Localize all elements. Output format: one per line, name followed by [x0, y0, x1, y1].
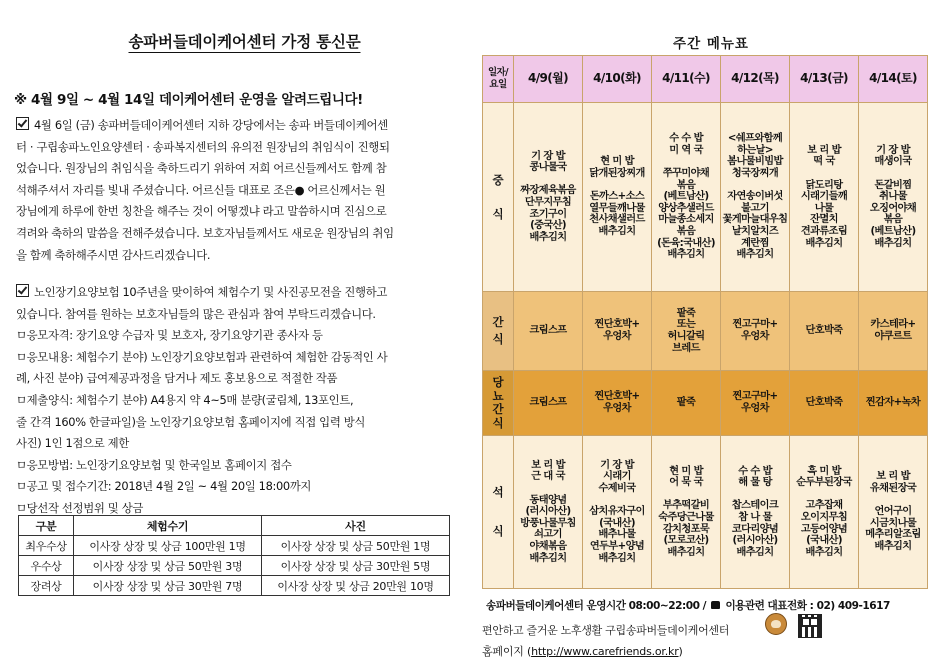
- menu-day-header: 4/13(금): [790, 56, 859, 103]
- paragraph-line: 터 · 구립송파노인요양센터 · 송파복지센터의 유의전 원장님의 취임식이 진행되: [16, 139, 390, 154]
- homepage-link[interactable]: http://www.carefriends.or.kr: [531, 645, 679, 658]
- paragraph-line: 례, 사진 분야) 급여제공과정을 담거나 제도 홍보용으로 적절한 작품: [16, 371, 338, 386]
- page-title: 송파버들데이케어센터 가정 통신문: [128, 33, 361, 51]
- menu-day-header: 4/10(화): [583, 56, 652, 103]
- table-header: 구분: [19, 516, 74, 536]
- menu-row-label: 간 식: [483, 292, 514, 371]
- menu-cell: 찐감자+녹차: [859, 371, 928, 436]
- table-cell: 장려상: [19, 576, 74, 596]
- menu-cell: 카스테라+ 야쿠르트: [859, 292, 928, 371]
- table-cell: 우수상: [19, 556, 74, 576]
- menu-cell: 크림스프: [514, 292, 583, 371]
- menu-row-label: 중 식: [483, 103, 514, 292]
- menu-cell: 현 미 밥 닭개된장찌개 돈까스+소스 열무들깨나물 천사채샐러드 배추김치: [583, 103, 652, 292]
- menu-day-header: 4/9(월): [514, 56, 583, 103]
- menu-day-header: 4/12(목): [721, 56, 790, 103]
- award-table: [18, 515, 450, 596]
- menu-corner-header: 일자/ 요일: [483, 56, 514, 103]
- paragraph-line: ㅁ당선작 선정범위 및 상금: [16, 500, 143, 515]
- menu-cell: 기 장 밥 매생이국 돈갈비찜 취나물 오징어야채 볶음 (베트남산) 배추김치: [859, 103, 928, 292]
- checkbox-icon: [16, 117, 29, 130]
- table-row: [19, 576, 450, 596]
- menu-row-label: 당 뇨 간 식: [483, 371, 514, 436]
- menu-cell: 보 리 밥 근 대 국 동태양념 (러시아산) 방풍나물무침 쇠고기 야채볶음 배추김치: [514, 436, 583, 589]
- menu-cell: 찐단호박+ 우엉차: [583, 371, 652, 436]
- paragraph-line: ㅁ공고 및 접수기간: 2018년 4월 2일 ~ 4월 20일 18:00까지: [16, 479, 312, 494]
- menu-cell: 단호박죽: [790, 371, 859, 436]
- contest-paragraph: [16, 282, 453, 520]
- paragraph-line: 격려와 축하의 말씀을 전해주셨습니다. 보호자님들께서도 새로운 원장님의 취임: [16, 225, 394, 240]
- table-cell: 이사장 상장 및 상금 30만원 7명: [74, 576, 262, 596]
- menu-cell: 수 수 밥 미 역 국 쭈꾸미야채 볶음 (베트남산) 양상추샐러드 마늘종소세지 볶음 (돈육:국내산) 배추김치: [652, 103, 721, 292]
- paragraph-line: ㅁ응모자격: 장기요양 수급자 및 보호자, 장기요양기관 종사자 등: [16, 328, 323, 343]
- weekly-menu-table: [482, 55, 928, 589]
- menu-cell: 찐고구마+ 우엉차: [721, 292, 790, 371]
- menu-row-dinner: [483, 436, 928, 589]
- menu-header-row: [483, 56, 928, 103]
- paragraph-line: ㅁ응모내용: 체험수기 분야) 노인장기요양보험과 관련하여 체험한 감동적인 사: [16, 349, 388, 364]
- paragraph-line: ㅁ응모방법: 노인장기요양보험 및 한국일보 홈페이지 접수: [16, 457, 292, 472]
- menu-day-header: 4/11(수): [652, 56, 721, 103]
- paragraph-line: ㅁ제출양식: 체험수기 분야) A4용지 약 4~5매 분량(굴림체, 13포인트,: [16, 392, 354, 407]
- notice-paragraph: [16, 115, 453, 266]
- menu-cell: 현 미 밥 어 묵 국 부추떡갈비 숙주당근나물 감치청포묵 (모로코산) 배추김치: [652, 436, 721, 589]
- menu-cell: 기 장 밥 시래기 수제비국 삼치유자구이 (국내산) 배추나물 연두부+양념 배추김치: [583, 436, 652, 589]
- table-cell: 최우수상: [19, 536, 74, 556]
- table-cell: 이사장 상장 및 상금 100만원 1명: [74, 536, 262, 556]
- menu-title: 주간 메뉴표: [673, 36, 749, 52]
- table-cell: 이사장 상장 및 상금 50만원 3명: [74, 556, 262, 576]
- menu-row-lunch: [483, 103, 928, 292]
- table-header-row: [19, 516, 450, 536]
- operating-hours: 송파버들데이케어센터 운영시간 08:00~22:00 / 이용관련 대표전화 : 02) 409-1617: [486, 600, 890, 612]
- paragraph-line: 4월 6일 (금) 송파버들데이케어센터 지하 강당에서는 송파 버들데이케어센: [16, 115, 453, 137]
- menu-cell: 팥죽 또는 허니갈릭 브레드: [652, 292, 721, 371]
- menu-cell: 단호박죽: [790, 292, 859, 371]
- menu-row-label: 석 식: [483, 436, 514, 589]
- paragraph-line: 줄 간격 160% 한글파일)을 노인장기요양보험 홈페이지에 직접 입력 방식: [16, 414, 366, 429]
- menu-cell: <쉐프와함께 하는날> 봄나물비빔밥 청국장찌개 자연송이버섯 불고기 꽃게마늘대우침 날치알치즈 계란찜 배추김치: [721, 103, 790, 292]
- paragraph-line: 사진) 1인 1점으로 제한: [16, 436, 129, 451]
- table-header: 체험수기: [74, 516, 262, 536]
- checkbox-icon: [16, 284, 29, 297]
- table-row: [19, 556, 450, 576]
- table-row: [19, 536, 450, 556]
- table-cell: 이사장 상장 및 상금 20만원 10명: [262, 576, 450, 596]
- center-logo-icon: [765, 613, 787, 635]
- menu-panel: [482, 0, 940, 665]
- menu-row-diabetic-snack: [483, 371, 928, 436]
- paragraph-line: 장님에게 하루에 한번 칭찬을 해주는 것이 어떻겠냐 라고 말씀하시며 진심으로: [16, 204, 387, 219]
- menu-cell: 팥죽: [652, 371, 721, 436]
- menu-cell: 찐고구마+ 우엉차: [721, 371, 790, 436]
- paragraph-line: 석해주셔서 자리를 빛내 주셨습니다. 어르신들 대표로 조은● 어르신께서는 원: [16, 182, 386, 197]
- notice-heading: ※ 4월 9일 ~ 4월 14일 데이케어센터 운영을 알려드립니다!: [14, 92, 363, 108]
- menu-cell: 흑 미 밥 순두부된장국 고추잡채 오이지무침 고등어양념 (국내산) 배추김치: [790, 436, 859, 589]
- menu-cell: 수 수 밥 해 물 탕 찹스테이크 참 나 물 코다리양념 (러시아산) 배추김치: [721, 436, 790, 589]
- table-header: 사진: [262, 516, 450, 536]
- paragraph-line: 을 함께 축하해주시면 감사드리겠습니다.: [16, 247, 211, 262]
- phone-icon: [711, 601, 720, 609]
- slogan: 편안하고 즐거운 노후생활 구립송파버들데이케어센터: [482, 624, 730, 637]
- paragraph-line: 있습니다. 참여를 원하는 보호자님들의 많은 관심과 참여 부탁드리겠습니다.: [16, 306, 376, 321]
- paragraph-line: 었습니다. 원장님의 취임식을 축하드리기 위하여 저희 어르신들께서도 함께 참: [16, 161, 387, 176]
- table-cell: 이사장 상장 및 상금 30만원 5명: [262, 556, 450, 576]
- menu-cell: 보 리 밥 떡 국 닭도리탕 시래기들깨 나물 잔멸치 견과류조림 배추김치: [790, 103, 859, 292]
- menu-cell: 크림스프: [514, 371, 583, 436]
- table-cell: 이사장 상장 및 상금 50만원 1명: [262, 536, 450, 556]
- paragraph-line: 노인장기요양보험 10주년을 맞이하여 체험수기 및 사진공모전을 진행하고: [16, 282, 453, 304]
- qr-code-icon[interactable]: [798, 614, 822, 638]
- menu-cell: 찐단호박+ 우엉차: [583, 292, 652, 371]
- menu-row-snack: [483, 292, 928, 371]
- homepage: 홈페이지 (http://www.carefriends.or.kr): [482, 645, 683, 658]
- menu-cell: 기 장 밥 콩나물국 짜장제육볶음 단무지무침 조기구이 (중국산) 배추김치: [514, 103, 583, 292]
- menu-cell: 보 리 밥 유채된장국 언어구이 시금치나물 메추리알조림 배추김치: [859, 436, 928, 589]
- menu-day-header: 4/14(토): [859, 56, 928, 103]
